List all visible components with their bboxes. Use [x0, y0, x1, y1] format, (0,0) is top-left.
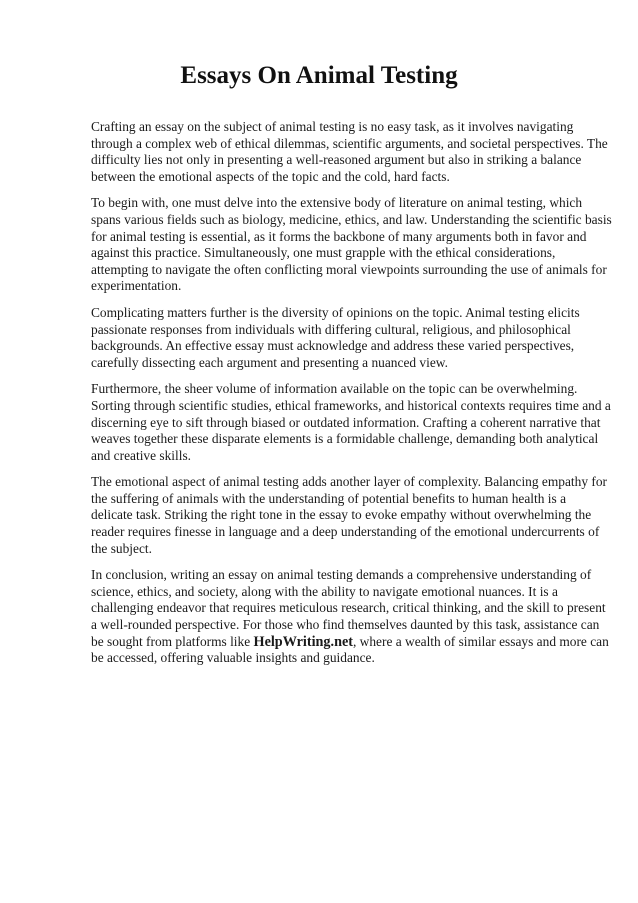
text-line: experimentation.: [91, 278, 182, 294]
text-line: challenging endeavor that requires meticulous research, critical thinking, and the skill to present: [91, 600, 606, 616]
text-line: be accessed, offering valuable insights and guidance.: [91, 650, 375, 666]
text-line: carefully dissecting each argument and presenting a nuanced view.: [91, 354, 448, 370]
text-line: science, ethics, and society, along with the ability to navigate emotional nuances. It is a: [91, 583, 558, 599]
paragraph-5: [91, 474, 607, 557]
paragraph-4: [91, 381, 611, 464]
paragraph-1: [91, 119, 608, 185]
text-line: difficulty lies not only in presenting a well-reasoned argument but also in striking a balance: [91, 152, 582, 168]
text-line: weaves together these disparate elements is a formidable challenge, demanding both analytical: [91, 431, 599, 447]
text-line: delicate task. Striking the right tone in the essay to evoke empathy without overwhelming the: [91, 507, 592, 523]
paragraph-2: [91, 195, 612, 295]
text-line: for animal testing is essential, as it forms the backbone of many arguments both in favor and: [91, 228, 587, 244]
helpwriting-link[interactable]: HelpWriting.net: [253, 633, 353, 650]
text-line: through a complex web of ethical dilemmas, scientific arguments, and societal perspectives. The: [91, 135, 608, 151]
text-line-with-link: [91, 633, 609, 651]
text-line: against this practice. Simultaneously, one must grapple with the ethical considerations,: [91, 245, 556, 261]
text-line: Complicating matters further is the diversity of opinions on the topic. Animal testing elicits: [91, 304, 580, 320]
essay-body: [91, 119, 612, 677]
paragraph-conclusion: [91, 567, 609, 667]
text-line: In conclusion, writing an essay on animal testing demands a comprehensive understanding of: [91, 567, 592, 583]
text-line: the subject.: [91, 540, 152, 556]
text-line: spans various fields such as biology, medicine, ethics, and law. Understanding the scientific basis: [91, 211, 612, 227]
page-title: Essays On Animal Testing: [180, 62, 458, 89]
link-line-prefix: be sought from platforms like: [91, 633, 254, 649]
text-line: and creative skills.: [91, 447, 192, 463]
text-line: Sorting through scientific studies, ethical frameworks, and historical contexts requires time and a: [91, 397, 611, 413]
text-line: backgrounds. An effective essay must acknowledge and address these varied perspectives,: [91, 338, 575, 354]
text-line: a well-rounded perspective. For those who find themselves daunted by this task, assistance can: [91, 617, 600, 633]
text-line: Crafting an essay on the subject of animal testing is no easy task, as it involves navigating: [91, 119, 574, 134]
text-line: To begin with, one must delve into the extensive body of literature on animal testing, which: [91, 195, 583, 211]
text-line: the suffering of animals with the understanding of potential benefits to human health is a: [91, 490, 567, 506]
text-line: between the emotional aspects of the topic and the cold, hard facts.: [91, 168, 450, 184]
text-line: passionate responses from individuals with differing cultural, religious, and philosophical: [91, 321, 571, 337]
text-line: The emotional aspect of animal testing adds another layer of complexity. Balancing empathy for: [91, 474, 607, 490]
text-line: discerning eye to sift through biased or outdated information. Crafting a coherent narrative that: [91, 414, 601, 430]
link-line-suffix: , where a wealth of similar essays and more can: [352, 633, 609, 649]
paragraph-3: [91, 305, 591, 371]
text-line: reader requires finesse in language and a deep understanding of the emotional undercurrents of: [91, 524, 600, 540]
text-line: attempting to navigate the often conflicting moral viewpoints surrounding the use of animals for: [91, 261, 607, 277]
text-line: Furthermore, the sheer volume of information available on the topic can be overwhelming.: [91, 381, 578, 397]
